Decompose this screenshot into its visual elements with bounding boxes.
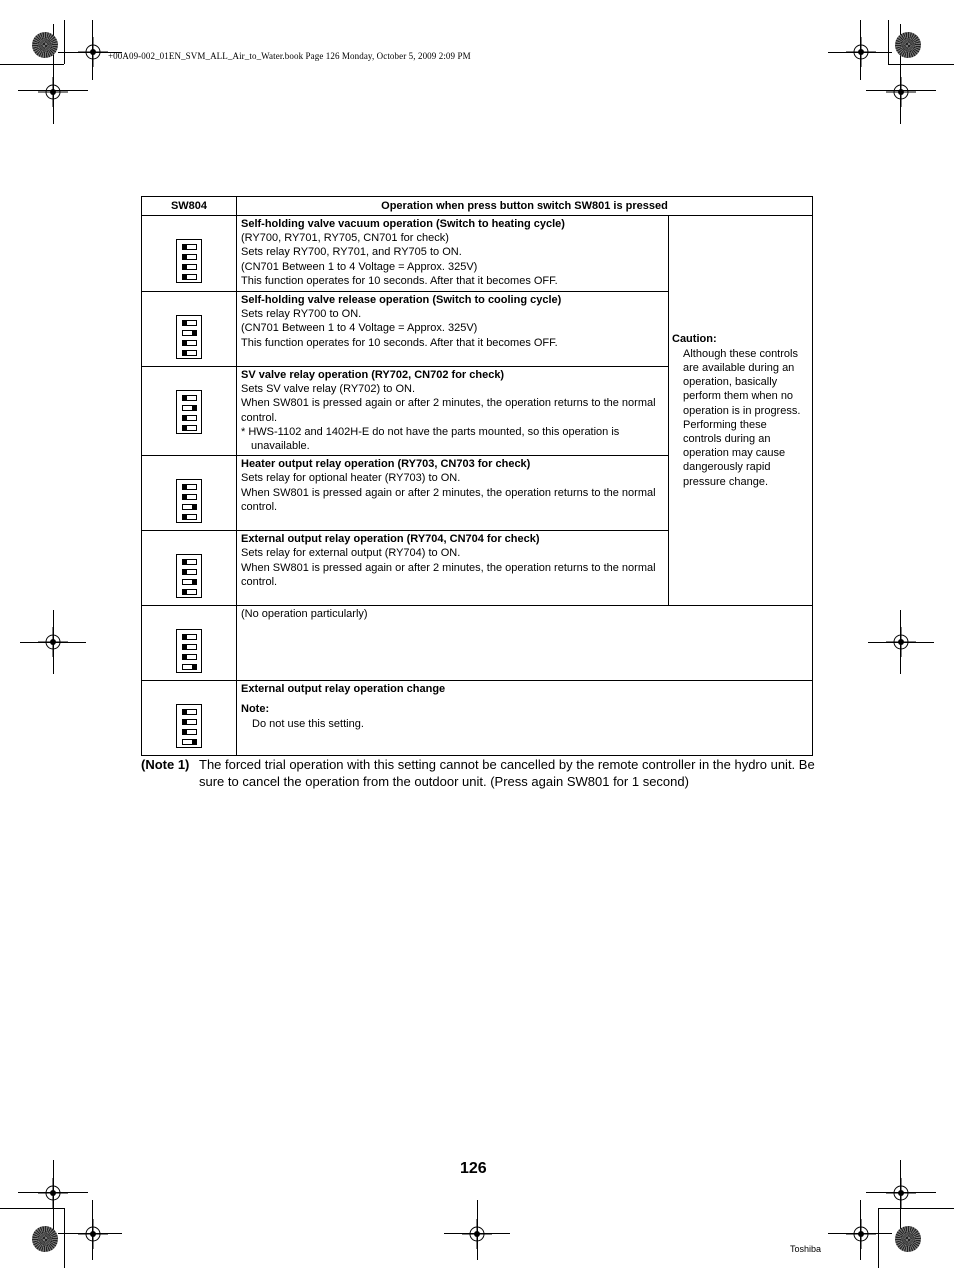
dip-lever-4: [182, 425, 197, 431]
desc-line: (RY700, RY701, RY705, CN701 for check): [241, 232, 449, 245]
dip-lever-2: [182, 330, 197, 336]
dip-lever-2: [182, 405, 197, 411]
page-number: 126: [460, 1160, 487, 1177]
dip-lever-4: [182, 739, 197, 745]
caution-title: Caution:: [672, 333, 717, 346]
desc-line: This function operates for 10 seconds. After that it becomes OFF.: [241, 336, 558, 349]
dip-lever-1: [182, 709, 197, 715]
dip-lever-4: [182, 274, 197, 280]
registration-crosshair-icon: [78, 1219, 108, 1249]
desc-line: When SW801 is pressed again or after 2 minutes, the operation returns to the normal control.: [241, 561, 656, 588]
registration-disc-icon: [32, 1226, 58, 1252]
note-body: Do not use this setting.: [252, 717, 364, 730]
dip-lever-2: [182, 569, 197, 575]
dip-lever-1: [182, 484, 197, 490]
caution-body: Although these controls are available during an operation, basically perform them when no operation is in progress. Performing these controls during an operation may cause dangerously rapid pressure change.: [683, 347, 801, 488]
registration-crosshair-icon: [886, 1178, 916, 1208]
dip-lever-3: [182, 654, 197, 660]
dip-switch-cell: [142, 681, 237, 756]
footer-brand: Toshiba: [790, 1244, 822, 1254]
table-row: [142, 606, 813, 681]
registration-disc-icon: [895, 32, 921, 58]
desc-line: When SW801 is pressed again or after 2 minutes, the operation returns to the normal control.: [241, 397, 656, 424]
operation-description: [237, 292, 669, 367]
dip-switch-cell: [142, 367, 237, 456]
sw804-table: [141, 196, 813, 756]
desc-line: Sets relay for optional heater (RY703) to ON.: [241, 472, 461, 485]
dip-lever-2: [182, 254, 197, 260]
registration-crosshair-icon: [462, 1219, 492, 1249]
print-header: +00A09-002_01EN_SVM_ALL_Air_to_Water.book Page 126 Monday, October 5, 2009 2:09 PM: [108, 51, 471, 61]
operation-title: Self-holding valve vacuum operation (Switch to heating cycle): [241, 218, 565, 230]
dip-lever-3: [182, 340, 197, 346]
desc-line: Sets relay RY700, RY701, and RY705 to ON.: [241, 246, 462, 259]
operation-title: Self-holding valve release operation (Switch to cooling cycle): [241, 294, 562, 306]
table-row: [142, 681, 813, 756]
registration-crosshair-icon: [38, 77, 68, 107]
dip-switch-icon: [176, 629, 202, 673]
dip-switch-icon: [176, 554, 202, 598]
registration-crosshair-icon: [38, 1178, 68, 1208]
dip-switch-icon: [176, 704, 202, 748]
registration-crosshair-icon: [78, 37, 108, 67]
dip-lever-3: [182, 415, 197, 421]
dip-switch-cell: [142, 216, 237, 292]
registration-crosshair-icon: [846, 37, 876, 67]
registration-disc-icon: [895, 1226, 921, 1252]
dip-lever-4: [182, 350, 197, 356]
desc-line: When SW801 is pressed again or after 2 minutes, the operation returns to the normal control.: [241, 486, 656, 513]
dip-switch-cell: [142, 292, 237, 367]
desc-line: This function operates for 10 seconds. After that it becomes OFF.: [241, 274, 558, 287]
operation-description: [237, 531, 669, 606]
operation-description: [237, 606, 813, 681]
operation-description: [237, 367, 669, 456]
dip-switch-cell: [142, 531, 237, 606]
desc-line: Sets SV valve relay (RY702) to ON.: [241, 383, 416, 396]
note-text: The forced trial operation with this setting cannot be cancelled by the remote controller in the hydro unit. Be sure to cancel the operation from the outdoor unit. (Press again SW801 for 1 second): [199, 757, 815, 789]
registration-crosshair-icon: [886, 627, 916, 657]
dip-switch-cell: [142, 456, 237, 531]
registration-crosshair-icon: [886, 77, 916, 107]
dip-lever-2: [182, 719, 197, 725]
registration-crosshair-icon: [38, 627, 68, 657]
dip-lever-3: [182, 504, 197, 510]
note-label: (Note 1): [141, 757, 190, 772]
dip-switch-icon: [176, 479, 202, 523]
col-header-sw804: SW804: [142, 197, 237, 216]
note-title: Note:: [241, 703, 270, 716]
operation-description: [237, 681, 813, 756]
note-1: [141, 756, 821, 790]
dip-switch-icon: [176, 239, 202, 283]
dip-lever-3: [182, 579, 197, 585]
registration-disc-icon: [32, 32, 58, 58]
desc-line: (CN701 Between 1 to 4 Voltage = Approx. 325V): [241, 322, 478, 335]
operation-description: [237, 456, 669, 531]
dip-lever-3: [182, 264, 197, 270]
desc-line: (CN701 Between 1 to 4 Voltage = Approx. 325V): [241, 260, 478, 273]
dip-lever-4: [182, 664, 197, 670]
caution-cell: [669, 216, 813, 606]
desc-line: (No operation particularly): [241, 608, 368, 621]
operation-description: [237, 216, 669, 292]
desc-line: Sets relay for external output (RY704) to ON.: [241, 547, 461, 560]
dip-lever-1: [182, 320, 197, 326]
operation-title: Heater output relay operation (RY703, CN703 for check): [241, 458, 531, 471]
desc-line: Sets relay RY700 to ON.: [241, 308, 362, 321]
dip-lever-1: [182, 559, 197, 565]
dip-switch-icon: [176, 390, 202, 434]
dip-lever-1: [182, 244, 197, 250]
operation-title: External output relay operation change: [241, 683, 446, 696]
col-header-operation: Operation when press button switch SW801 is pressed: [237, 197, 813, 216]
dip-lever-4: [182, 514, 197, 520]
dip-switch-cell: [142, 606, 237, 681]
footnote: * HWS-1102 and 1402H-E do not have the parts mounted, so this operation is unavailable.: [241, 425, 620, 453]
dip-lever-3: [182, 729, 197, 735]
dip-lever-1: [182, 634, 197, 640]
registration-crosshair-icon: [846, 1219, 876, 1249]
dip-lever-2: [182, 494, 197, 500]
operation-title: External output relay operation (RY704, CN704 for check): [241, 533, 540, 546]
table-row: [142, 216, 813, 292]
operation-title: SV valve relay operation (RY702, CN702 for check): [241, 369, 505, 381]
dip-lever-2: [182, 644, 197, 650]
dip-switch-icon: [176, 315, 202, 359]
dip-lever-1: [182, 395, 197, 401]
dip-lever-4: [182, 589, 197, 595]
